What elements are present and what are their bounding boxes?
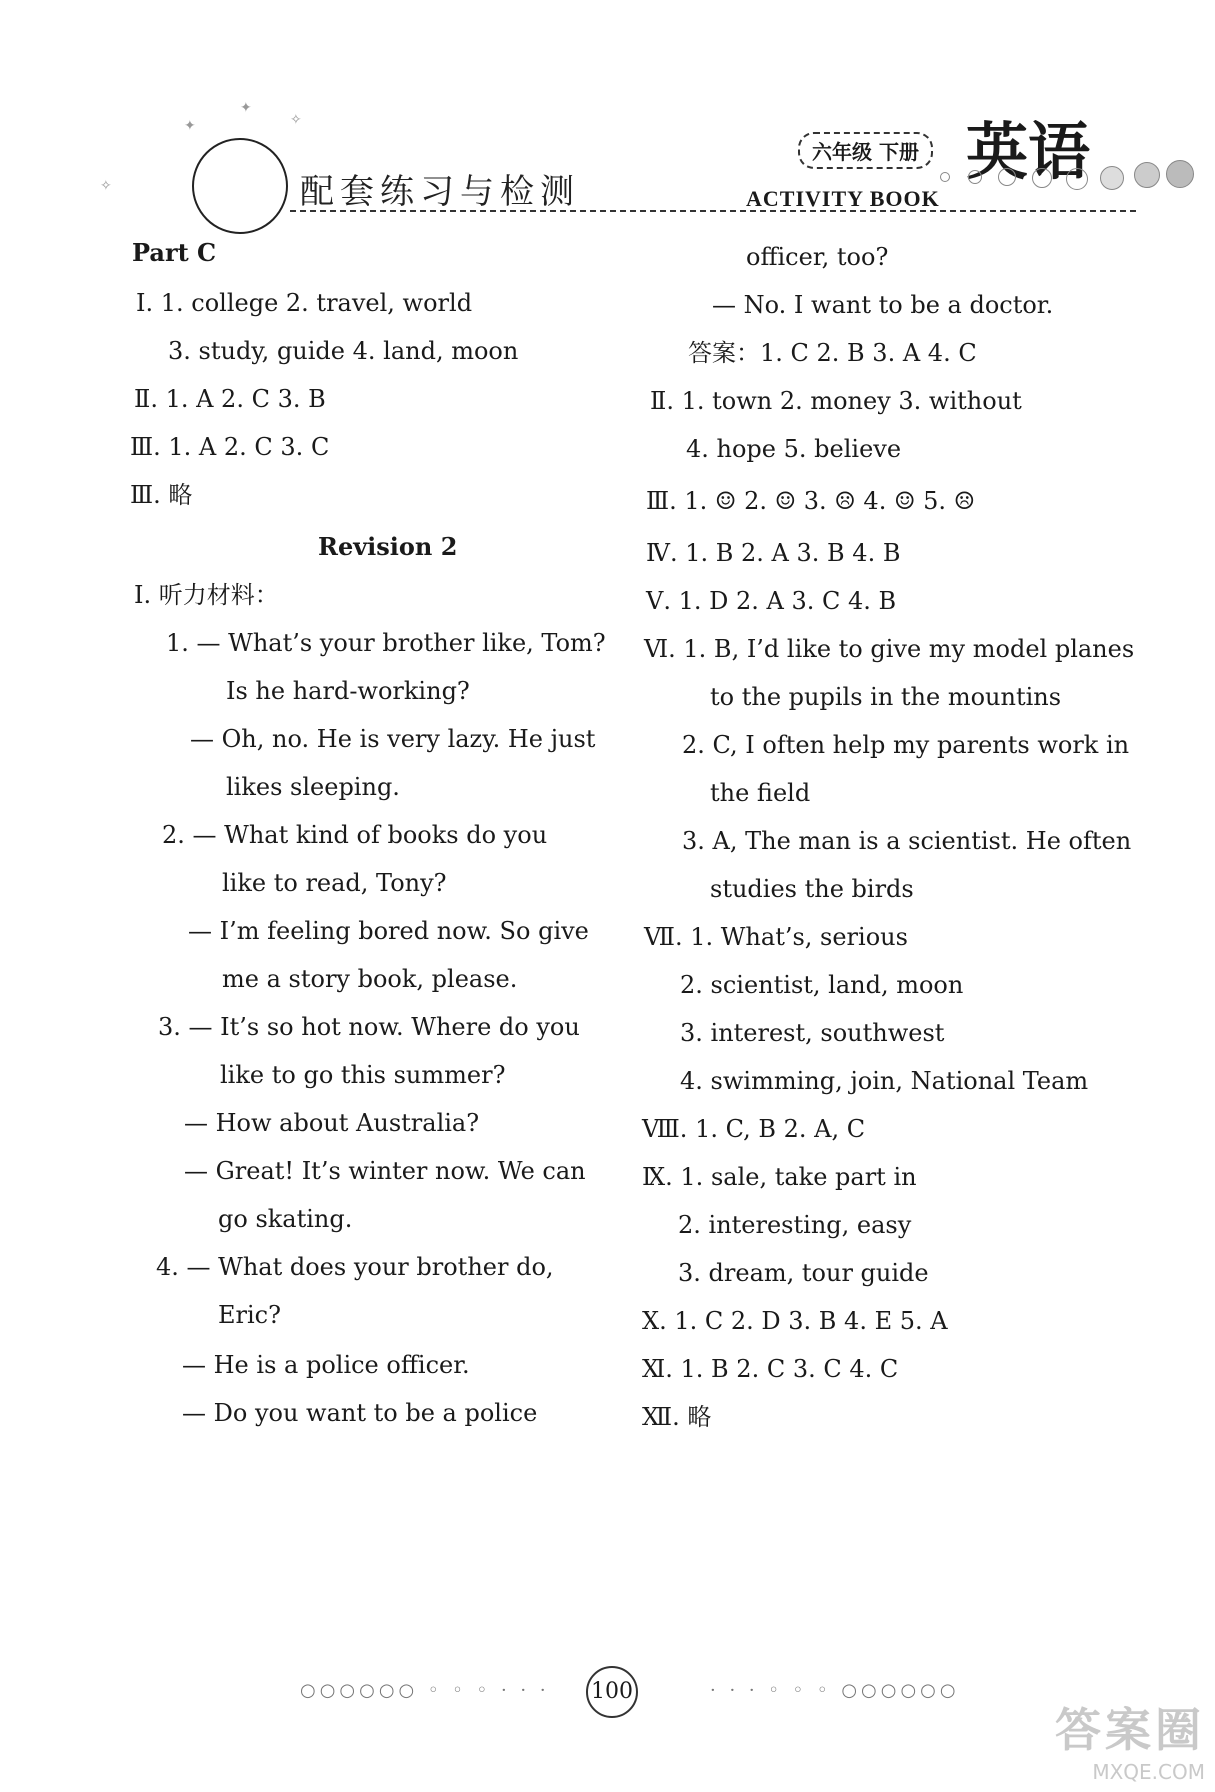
answer-line: Ⅴ. 1. D 2. A 3. C 4. B xyxy=(646,587,897,615)
dot-decoration xyxy=(968,170,982,184)
answer-line: 4. swimming, join, National Team xyxy=(680,1067,1089,1095)
dot-decoration xyxy=(1100,166,1124,190)
dot-decoration xyxy=(940,172,950,182)
transcript-line: — I’m feeling bored now. So give xyxy=(188,917,589,945)
answer-line: to the pupils in the mountins xyxy=(710,683,1062,711)
answer-line: Ⅰ. 听力材料： xyxy=(134,581,279,609)
transcript-line: — Oh, no. He is very lazy. He just xyxy=(190,725,596,753)
answer-line-faces: Ⅲ. 1. ☺ 2. ☺ 3. ☹ 4. ☺ 5. ☹ xyxy=(646,487,976,515)
answer-line: Ⅳ. 1. B 2. A 3. B 4. B xyxy=(646,539,901,567)
answer-line: Ⅱ. 1. town 2. money 3. without xyxy=(650,387,1022,415)
transcript-line: me a story book, please. xyxy=(222,965,518,993)
dot-decoration xyxy=(1066,168,1088,190)
transcript-line: 4. — What does your brother do, xyxy=(156,1253,554,1281)
answer-line: Ⅱ. 1. A 2. C 3. B xyxy=(134,385,326,413)
subject-title: 英语 xyxy=(966,115,1091,188)
footer-dots-left: ○○○○○○ ◦ ◦ ◦ · · · xyxy=(300,1680,550,1701)
dot-decoration xyxy=(1134,162,1160,188)
watermark-logo: 答案圈 xyxy=(1055,1703,1205,1757)
answer-line: Ⅻ. 略 xyxy=(642,1403,712,1431)
answer-line: 答案：1. C 2. B 3. A 4. C xyxy=(688,339,977,367)
dot-decoration xyxy=(998,168,1016,186)
star-icon: ✧ xyxy=(100,178,112,194)
answer-line: Ⅶ. 1. What’s, serious xyxy=(644,923,908,951)
transcript-line: Is he hard-working? xyxy=(226,677,470,705)
answer-line: Ⅺ. 1. B 2. C 3. C 4. C xyxy=(642,1355,899,1383)
transcript-line: — He is a police officer. xyxy=(182,1351,470,1379)
header-circle-decoration xyxy=(192,138,288,234)
star-icon: ✦ xyxy=(184,118,196,134)
transcript-line: 1. — What’s your brother like, Tom? xyxy=(166,629,606,657)
answer-line: 2. scientist, land, moon xyxy=(680,971,964,999)
section-heading: Revision 2 xyxy=(318,532,458,561)
grade-badge: 六年级 下册 xyxy=(798,132,933,169)
transcript-line: 3. — It’s so hot now. Where do you xyxy=(158,1013,580,1041)
answer-line: Ⅸ. 1. sale, take part in xyxy=(642,1163,917,1191)
watermark-url: MXQE.COM xyxy=(1092,1760,1205,1784)
answer-line: Ⅲ. 1. A 2. C 3. C xyxy=(130,433,330,461)
page-number: 100 xyxy=(586,1666,638,1718)
answer-line: 3. dream, tour guide xyxy=(678,1259,929,1287)
footer-dots-right: · · · ◦ ◦ ◦ ○○○○○○ xyxy=(710,1680,960,1701)
dot-decoration xyxy=(1032,168,1052,188)
answer-line: Ⅲ. 略 xyxy=(130,481,193,509)
answer-line: the field xyxy=(710,779,811,807)
answer-line: studies the birds xyxy=(710,875,914,903)
section-heading: Part C xyxy=(132,238,217,267)
transcript-line: go skating. xyxy=(218,1205,353,1233)
transcript-line: like to go this summer? xyxy=(220,1061,506,1089)
transcript-line: 2. — What kind of books do you xyxy=(162,821,548,849)
transcript-line: likes sleeping. xyxy=(226,773,400,801)
dot-decoration xyxy=(1166,160,1194,188)
answer-line: Ⅹ. 1. C 2. D 3. B 4. E 5. A xyxy=(642,1307,948,1335)
series-title: ACTIVITY BOOK xyxy=(746,186,940,211)
answer-line: 2. C, I often help my parents work in xyxy=(682,731,1130,759)
transcript-line: like to read, Tony? xyxy=(222,869,447,897)
answer-line: Ⅰ. 1. college 2. travel, world xyxy=(136,289,473,317)
transcript-line: — How about Australia? xyxy=(184,1109,480,1137)
answer-line: 2. interesting, easy xyxy=(678,1211,912,1239)
answer-line: 3. A, The man is a scientist. He often xyxy=(682,827,1132,855)
answer-line: 3. study, guide 4. land, moon xyxy=(168,337,519,365)
star-icon: ✦ xyxy=(240,100,252,116)
book-title: 配套练习与检测 xyxy=(300,172,580,212)
watermark xyxy=(1055,1694,1205,1784)
transcript-line: — Great! It’s winter now. We can xyxy=(184,1157,586,1185)
answer-line: 3. interest, southwest xyxy=(680,1019,945,1047)
transcript-line: — No. I want to be a doctor. xyxy=(712,291,1054,319)
transcript-line: — Do you want to be a police xyxy=(182,1399,538,1427)
transcript-line: officer, too? xyxy=(746,243,889,271)
header-divider xyxy=(290,210,1136,212)
answer-line: Ⅷ. 1. C, B 2. A, C xyxy=(642,1115,866,1143)
transcript-line: Eric? xyxy=(218,1301,281,1329)
answer-line: 4. hope 5. believe xyxy=(686,435,902,463)
star-icon: ✧ xyxy=(290,112,302,128)
answer-line: Ⅵ. 1. B, I’d like to give my model planes xyxy=(644,635,1135,663)
